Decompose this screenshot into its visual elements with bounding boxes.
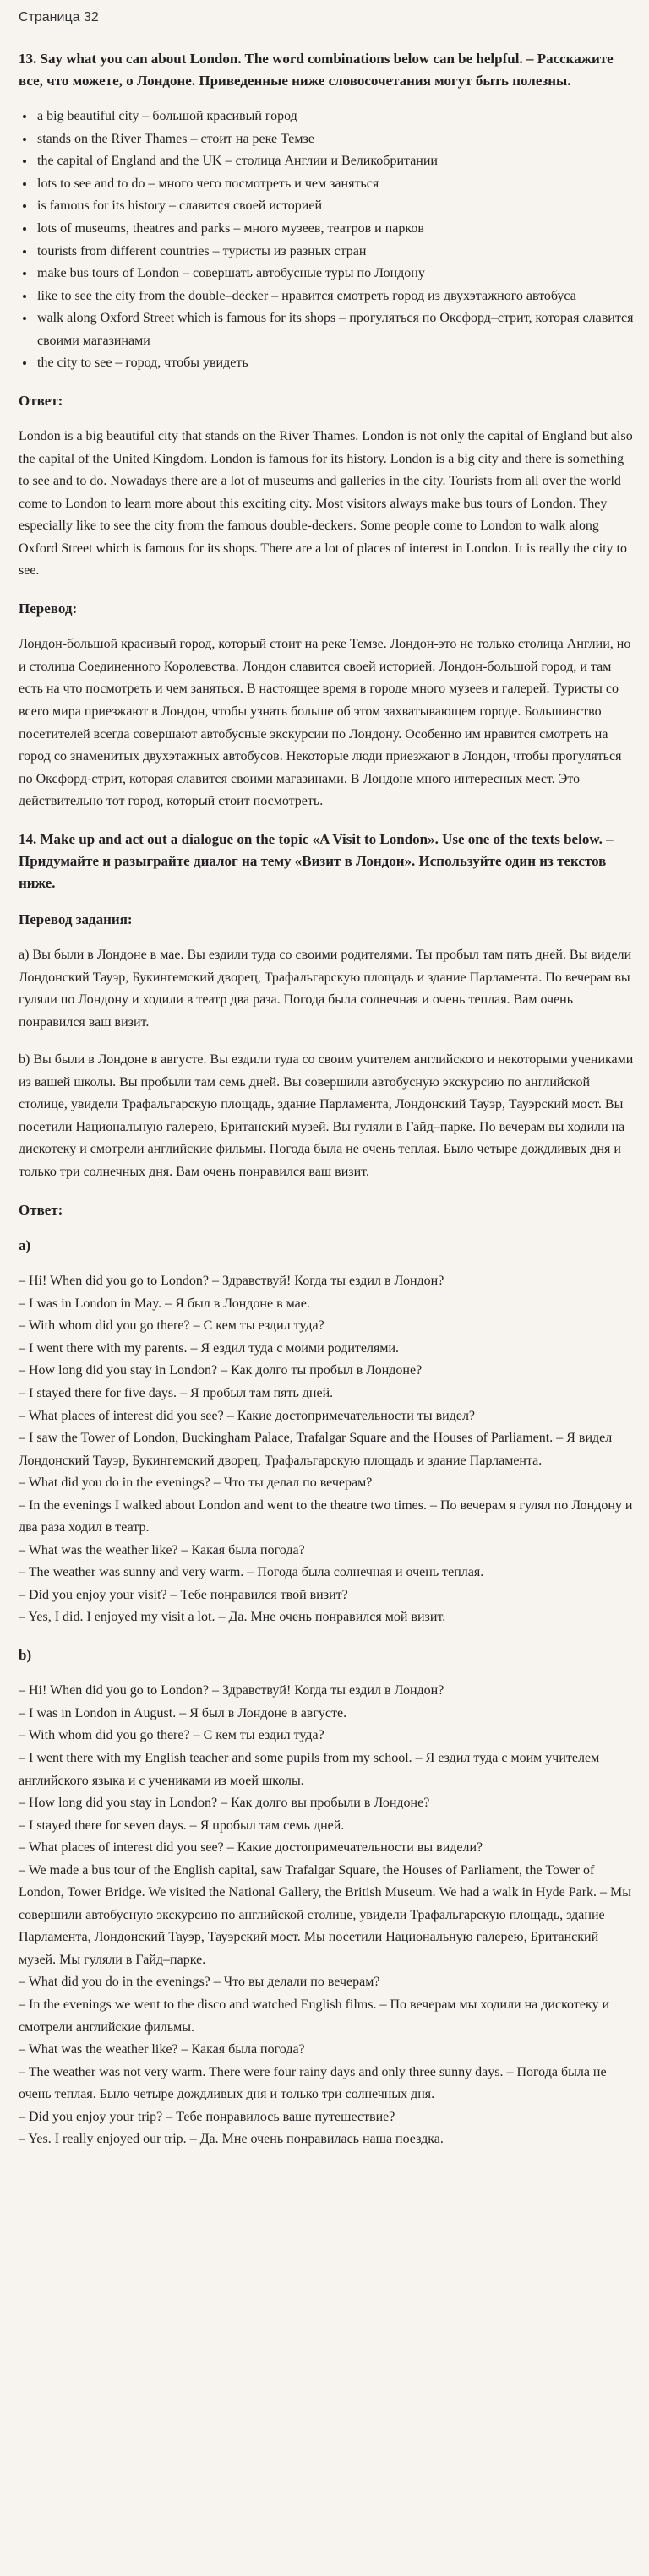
dialogue-line: – The weather was sunny and very warm. – Погода была солнечная и очень теплая.	[19, 1565, 484, 1580]
list-item: • make bus tours of London – совершать автобусные туры по Лондону	[35, 263, 635, 285]
dialogue-line: – Yes, I did. I enjoyed my visit a lot. – Да. Мне очень понравился мой визит.	[19, 1610, 446, 1625]
dialogue-line: – With whom did you go there? – С кем ты ездил туда?	[19, 1318, 324, 1334]
list-item: • the city to see – город, чтобы увидеть	[35, 352, 635, 375]
dialogue-line: – Yes. I really enjoyed our trip. – Да. Мне очень понравилась наша поездка.	[19, 2132, 444, 2147]
dialogue-a-label: a)	[19, 1236, 31, 1253]
dialogue-line: – How long did you stay in London? – Как долго ты пробыл в Лондоне?	[19, 1363, 423, 1378]
dialogue-line: – What did you do in the evenings? – Что ты делал по вечерам?	[19, 1475, 373, 1491]
list-item: • is famous for its history – славится своей историей	[35, 195, 635, 218]
dialogue-b-label: b)	[19, 1646, 32, 1663]
task-14-text-a: а) Вы были в Лондоне в мае. Вы ездили туда со своими родителями. Ты пробыл там пять дней. Вы видели Лондонский Тауэр, Букингемский дворец, Трафальгарскую площадь и здание Парламента. По вечерам вы гуляли по Лондону и ходили в театр два раза. Погода была солнечная и очень теплая. Вам очень понравился ваш визит.	[19, 948, 632, 1030]
dialogue-line: – I was in London in May. – Я был в Лондоне в мае.	[19, 1296, 310, 1311]
dialogue-line: – I went there with my parents. – Я ездил туда с моими родителями.	[19, 1340, 400, 1356]
answer-13-text: London is a big beautiful city that stands on the River Thames. London is not only the capital of England but also the capital of the United Kingdom. London is famous for its history. London is a big city and there is something to see and to do. Nowadays there are a lot of museums and galleries in the city. Tourists from all over the world come to London to learn more about this exciting city. Most visitors always make bus tours of London. They especially like to see the city from the famous double-deckers. Some people come to London to walk along Oxford Street which is famous for its shops. There are a lot of places of interest in London. It is really the city to see.	[19, 429, 633, 579]
translation-13-label: Перевод:	[19, 600, 78, 617]
list-item: • the capital of England and the UK – столица Англии и Великобритании	[35, 150, 635, 173]
task-14-translation-label: Перевод задания:	[19, 910, 133, 927]
task-14-heading: 14. Make up and act out a dialogue on the topic «A Visit to London». Use one of the texts below. – Придумайте и разыграйте диалог на тему «Визит в Лондон». Используйте один из текстов ниже.	[19, 830, 614, 892]
dialogue-line: – Did you enjoy your visit? – Тебе понравился твой визит?	[19, 1587, 348, 1602]
task-13-heading: 13. Say what you can about London. The word combinations below can be helpful. – Расскажите все, что можете, о Лондоне. Приведенные ниже словосочетания могут быть полезны.	[19, 50, 614, 89]
dialogue-line: – We made a bus tour of the English capital, saw Trafalgar Square, the Houses of Parliament, the Tower of London, Tower Bridge. We visited the National Gallery, the British Museum. We had a walk in Hyde Park. – Мы совершили автобусную экскурсию по английской столице, увидели Трафальгарскую площадь, здание Парламента, Лондонский Тауэр, Тауэрский мост. Мы посетили Национальную галерею, Британский музей. Мы гуляли в Гайд–парке.	[19, 1862, 631, 1967]
list-item: • lots to see and to do – много чего посмотреть и чем заняться	[35, 173, 635, 196]
dialogue-line: – In the evenings I walked about London and went to the theatre two times. – По вечерам я гулял по Лондону и два раза ходил в театр.	[19, 1497, 633, 1535]
answer-13-label: Ответ:	[19, 392, 63, 409]
list-item: • tourists from different countries – туристы из разных стран	[35, 241, 635, 264]
dialogue-b	[19, 1680, 635, 2150]
dialogue-line: – The weather was not very warm. There were four rainy days and only three sunny days. – Погода была не очень теплая. Было четыре дождливых дня и только три солнечных дня.	[19, 2064, 607, 2102]
list-item: • walk along Oxford Street which is famous for its shops – прогуляться по Оксфорд–стрит, которая славится своими магазинами	[35, 307, 635, 352]
word-combinations-list	[19, 106, 635, 375]
page-label: Страница 32	[19, 10, 99, 24]
dialogue-line: – Did you enjoy your trip? – Тебе понравилось ваше путешествие?	[19, 2109, 395, 2124]
list-item: • a big beautiful city – большой красивый город	[35, 106, 635, 128]
dialogue-line: – I saw the Tower of London, Buckingham Palace, Trafalgar Square and the Houses of Parliament. – Я видел Лондонский Тауэр, Букингемский дворец, Трафальгарскую площадь и здание Парламента.	[19, 1431, 613, 1468]
list-item: • like to see the city from the double–decker – нравится смотреть город из двухэтажного автобуса	[35, 285, 635, 308]
dialogue-line: – I went there with my English teacher and some pupils from my school. – Я ездил туда с моим учителем английского языка и с учениками из моей школы.	[19, 1750, 600, 1788]
dialogue-line: – What did you do in the evenings? – Что вы делали по вечерам?	[19, 1975, 380, 1990]
dialogue-a	[19, 1270, 635, 1629]
dialogue-line: – What was the weather like? – Какая была погода?	[19, 1542, 305, 1557]
answer-14-label: Ответ:	[19, 1201, 63, 1218]
dialogue-line: – With whom did you go there? – С кем ты ездил туда?	[19, 1728, 324, 1743]
dialogue-line: – What was the weather like? – Какая была погода?	[19, 2042, 305, 2057]
dialogue-line: – How long did you stay in London? – Как долго вы пробыли в Лондоне?	[19, 1796, 430, 1811]
dialogue-line: – I stayed there for seven days. – Я пробыл там семь дней.	[19, 1818, 345, 1833]
dialogue-line: – What places of interest did you see? – Какие достопримечательности вы видели?	[19, 1840, 483, 1856]
list-item: • stands on the River Thames – стоит на реке Темзе	[35, 128, 635, 151]
dialogue-line: – What places of interest did you see? – Какие достопримечательности ты видел?	[19, 1408, 476, 1423]
task-14-text-b: b) Вы были в Лондоне в августе. Вы ездили туда со своим учителем английского и некоторыми учениками из вашей школы. Вы пробыли там семь дней. Вы совершили автобусную экскурсию по английской столице, увидели Трафальгарскую площадь, здание Парламента, Лондонский Тауэр, Тауэрский мост. Вы посетили Национальную галерею, Британский музей. Вы гуляли в Гайд–парке. По вечерам вы ходили на дискотеку и смотрели английские фильмы. Погода была не очень теплая. Было четыре дождливых дня и только три солнечных дня. Вам очень понравился ваш визит.	[19, 1052, 634, 1179]
dialogue-line: – Hi! When did you go to London? – Здравствуй! Когда ты ездил в Лондон?	[19, 1274, 444, 1289]
dialogue-line: – I was in London in August. – Я был в Лондоне в августе.	[19, 1705, 347, 1720]
dialogue-line: – Hi! When did you go to London? – Здравствуй! Когда ты ездил в Лондон?	[19, 1683, 444, 1698]
translation-13-text: Лондон-большой красивый город, который стоит на реке Темзе. Лондон-это не только столица Англии, но и столица Соединенного Королевства. Лондон славится своей историей. Лондон-большой город, и там есть на что посмотреть и чем заняться. В настоящее время в городе много музеев и галерей. Туристы со всего мира приезжают в Лондон, чтобы узнать больше об этом захватывающем городе. Большинство посетителей всегда совершают автобусные экскурсии по Лондону. Особенно им нравится смотреть на город со знаменитых двухэтажных автобусов. Некоторые люди приезжают в Лондон, чтобы прогуляться по Оксфорд-стрит, которая славится своими магазинами. В Лондоне много интересных мест. Это действительно тот город, который стоит посмотреть.	[19, 637, 631, 809]
list-item: • lots of museums, theatres and parks – много музеев, театров и парков	[35, 218, 635, 241]
dialogue-line: – I stayed there for five days. – Я пробыл там пять дней.	[19, 1385, 334, 1400]
dialogue-line: – In the evenings we went to the disco and watched English films. – По вечерам мы ходили на дискотеку и смотрели английские фильмы.	[19, 1997, 610, 2035]
